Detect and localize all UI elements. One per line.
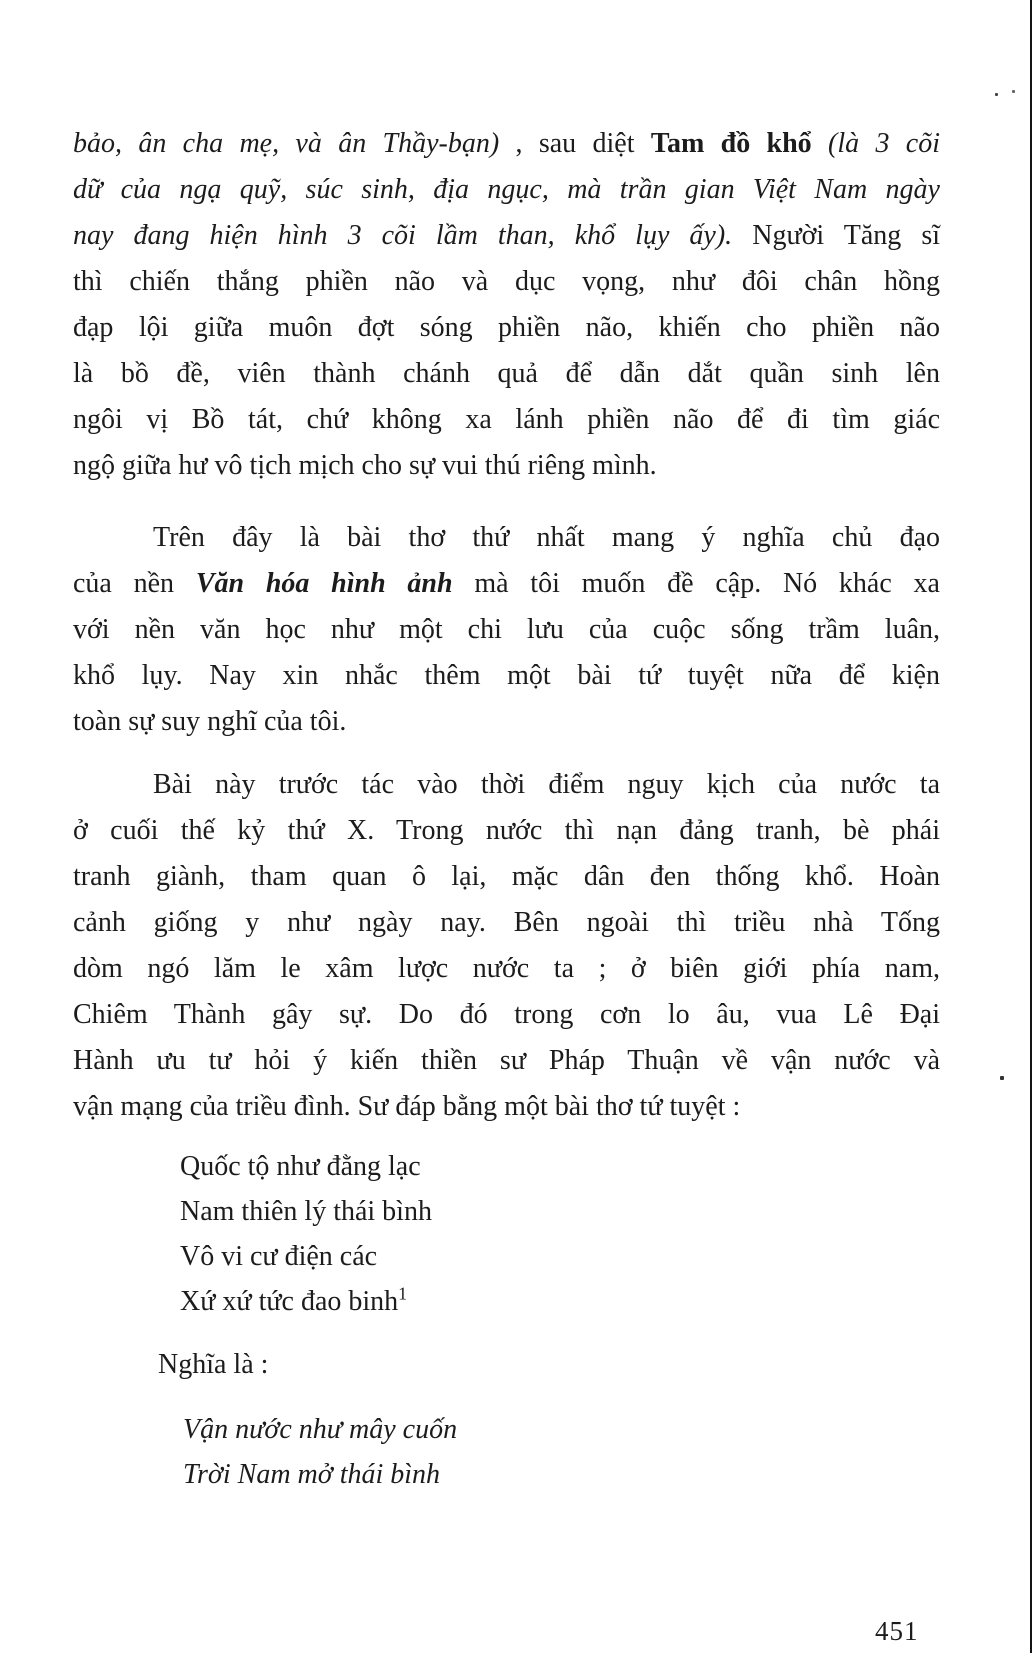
text-block — [73, 121, 940, 1497]
text-segment: Trời Nam mở thái bình — [183, 1459, 441, 1490]
text-segment: nay đang hiện hình 3 cõi lầm than, khổ lụy ấy). — [73, 220, 733, 251]
scan-speck — [995, 93, 998, 96]
paragraph — [73, 515, 940, 745]
text-segment: thì chiến thắng phiền não và dục vọng, như đôi chân hồng — [73, 266, 940, 297]
text-line — [73, 854, 940, 900]
text-segment — [812, 128, 828, 159]
text-line — [73, 607, 940, 653]
text-line — [73, 561, 940, 607]
text-line — [73, 699, 940, 745]
text-segment: Vận nước như mây cuốn — [183, 1414, 458, 1445]
text-segment: Nghĩa là : — [158, 1349, 269, 1380]
text-segment: mà tôi muốn đề cập. Nó khác xa — [452, 568, 940, 599]
text-line — [73, 653, 940, 699]
text-line — [73, 762, 940, 808]
text-line — [73, 946, 940, 992]
text-line — [180, 1234, 940, 1279]
footnote-marker: 1 — [398, 1283, 408, 1304]
text-segment: dữ của ngạ quỹ, súc sinh, địa ngục, mà trần gian Việt Nam ngày — [73, 174, 940, 205]
text-segment: Nam thiên lý thái bình — [180, 1196, 432, 1227]
text-line — [158, 1342, 940, 1388]
text-segment: toàn sự suy nghĩ của tôi. — [73, 706, 347, 737]
text-line — [73, 213, 940, 259]
text-segment: khổ lụy. Nay xin nhắc thêm một bài tứ tuyệt nữa để kiện — [73, 660, 940, 691]
text-line — [73, 808, 940, 854]
text-segment: Vô vi cư điện các — [180, 1241, 378, 1272]
scan-speck — [1012, 90, 1015, 93]
text-segment: Bài này trước tác vào thời điểm nguy kịch của nước ta — [153, 769, 940, 800]
text-line — [73, 443, 940, 489]
text-segment: với nền văn học như một chi lưu của cuộc sống trầm luân, — [73, 614, 940, 645]
text-segment: Hành ưu tư hỏi ý kiến thiền sư Pháp Thuận về vận nước và — [73, 1045, 940, 1076]
scan-edge-line — [1030, 0, 1032, 1653]
text-segment: của nền — [73, 568, 196, 599]
text-segment: Người Tăng sĩ — [732, 220, 940, 251]
text-line — [73, 351, 940, 397]
text-segment: (là 3 cõi — [828, 128, 941, 159]
text-segment: bảo, ân cha mẹ, và ân Thầy-bạn) — [73, 128, 500, 159]
text-line — [73, 992, 940, 1038]
text-segment: ngộ giữa hư vô tịch mịch cho sự vui thú riêng mình. — [73, 450, 657, 481]
text-line — [73, 397, 940, 443]
text-line — [73, 259, 940, 305]
paragraph — [73, 121, 940, 489]
text-line — [180, 1144, 940, 1189]
text-line — [73, 167, 940, 213]
text-segment: , sau diệt — [499, 128, 651, 159]
poem-italic — [73, 1407, 940, 1497]
text-line — [73, 305, 940, 351]
page-number: 451 — [875, 1616, 919, 1646]
text-segment: Tam đồ khổ — [650, 128, 812, 159]
text-segment: vận mạng của triều đình. Sư đáp bằng một bài thơ tứ tuyệt : — [73, 1091, 741, 1122]
text-line — [183, 1452, 940, 1497]
text-segment: Chiêm Thành gây sự. Do đó trong cơn lo âu, vua Lê Đại — [73, 999, 940, 1030]
text-segment: Xứ xứ tức đao binh — [180, 1286, 399, 1317]
text-segment: Văn hóa hình ảnh — [195, 568, 453, 599]
text-line — [73, 900, 940, 946]
text-line — [180, 1189, 940, 1234]
text-line — [73, 121, 940, 167]
scan-speck — [1000, 1076, 1004, 1080]
text-segment: tranh giành, tham quan ô lại, mặc dân đen thống khổ. Hoàn — [73, 861, 940, 892]
text-segment: dòm ngó lăm le xâm lược nước ta ; ở biên giới phía nam, — [73, 953, 940, 984]
text-segment: cảnh giống y như ngày nay. Bên ngoài thì triều nhà Tống — [73, 907, 940, 938]
text-segment: ở cuối thế kỷ thứ X. Trong nước thì nạn đảng tranh, bè phái — [73, 815, 940, 846]
text-line — [183, 1407, 940, 1452]
text-segment: là bồ đề, viên thành chánh quả để dẫn dắt quần sinh lên — [73, 358, 940, 389]
text-line — [180, 1279, 940, 1324]
text-line — [73, 1038, 940, 1084]
text-segment: đạp lội giữa muôn đợt sóng phiền não, khiến cho phiền não — [73, 312, 940, 343]
poem — [73, 1144, 940, 1324]
text-line — [73, 515, 940, 561]
text-segment: Trên đây là bài thơ thứ nhất mang ý nghĩa chủ đạo — [153, 522, 940, 553]
label — [73, 1342, 940, 1388]
text-segment: ngôi vị Bồ tát, chứ không xa lánh phiền não để đi tìm giác — [73, 404, 940, 435]
text-segment: Quốc tộ như đằng lạc — [180, 1151, 421, 1182]
text-line — [73, 1084, 940, 1130]
paragraph — [73, 762, 940, 1130]
